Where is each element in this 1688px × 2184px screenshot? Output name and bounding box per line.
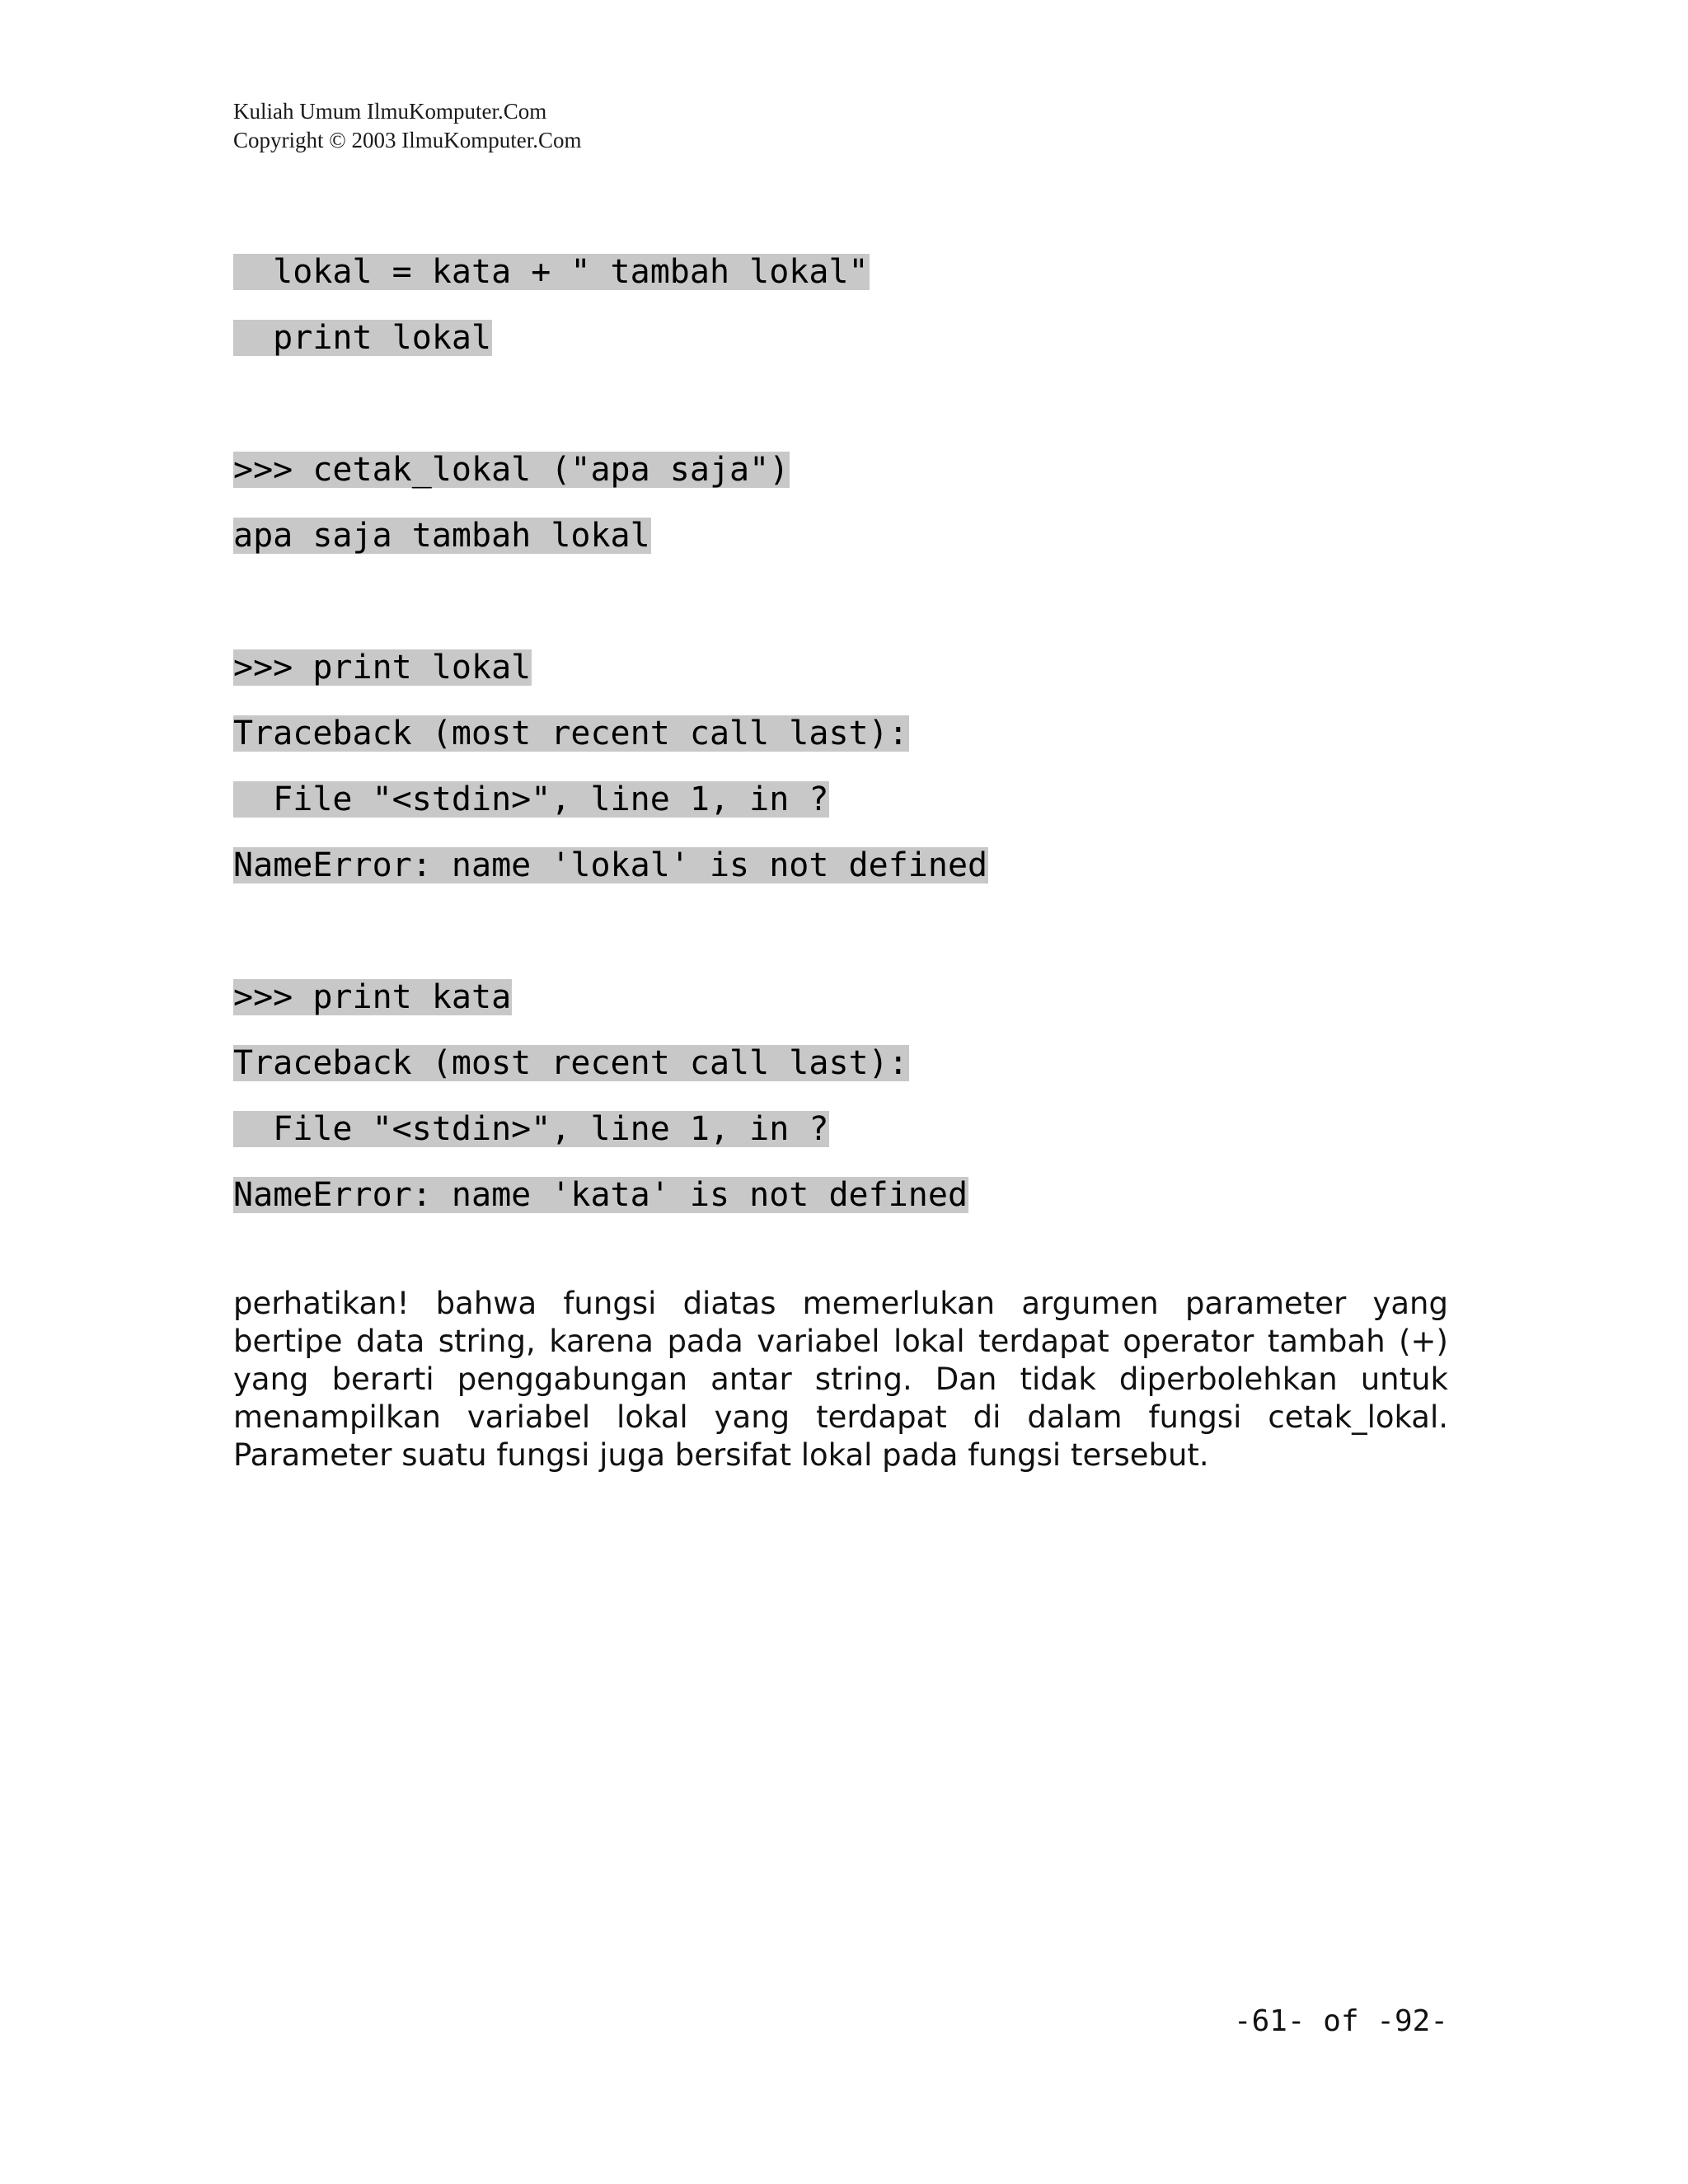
code-text: apa saja tambah lokal bbox=[233, 517, 650, 555]
code-blank-line bbox=[233, 583, 988, 649]
code-line bbox=[233, 1177, 988, 1243]
code-text: File "<stdin>", line 1, in ? bbox=[233, 1110, 829, 1148]
page-number: -61- of -92- bbox=[1233, 2004, 1448, 2038]
code-line bbox=[233, 452, 988, 518]
page-header bbox=[233, 97, 582, 155]
code-text: File "<stdin>", line 1, in ? bbox=[233, 780, 829, 818]
header-course-title: Kuliah Umum IlmuKomputer.Com bbox=[233, 99, 547, 124]
code-line bbox=[233, 781, 988, 847]
code-text: >>> print kata bbox=[233, 978, 512, 1016]
code-blank-line bbox=[233, 386, 988, 452]
code-text: NameError: name 'kata' is not defined bbox=[233, 1176, 968, 1214]
code-line bbox=[233, 979, 988, 1045]
code-line bbox=[233, 1045, 988, 1111]
code-text: lokal = kata + " tambah lokal" bbox=[233, 253, 869, 291]
code-block bbox=[233, 254, 988, 1243]
code-text: >>> cetak_lokal ("apa saja") bbox=[233, 451, 790, 489]
code-text: Traceback (most recent call last): bbox=[233, 1044, 908, 1082]
explanation-paragraph: perhatikan! bahwa fungsi diatas memerlukan argumen parameter yang bertipe data string, karena pada variabel lokal terdapat operator tambah (+) yang berarti penggabungan antar string. Dan tidak diperbolehkan untuk menampilkan variabel lokal yang terdapat di dalam fungsi cetak_lokal. Parameter suatu fungsi juga bersifat lokal pada fungsi tersebut. bbox=[233, 1286, 1448, 1473]
code-text: print lokal bbox=[233, 319, 492, 357]
code-text: >>> print lokal bbox=[233, 649, 532, 687]
code-line bbox=[233, 1111, 988, 1177]
code-line bbox=[233, 715, 988, 781]
header-copyright: Copyright © 2003 IlmuKomputer.Com bbox=[233, 128, 582, 152]
code-line bbox=[233, 649, 988, 715]
code-text: Traceback (most recent call last): bbox=[233, 715, 908, 752]
code-line bbox=[233, 847, 988, 913]
code-line bbox=[233, 518, 988, 583]
code-line bbox=[233, 320, 988, 386]
code-blank-line bbox=[233, 913, 988, 979]
code-text: NameError: name 'lokal' is not defined bbox=[233, 846, 988, 884]
code-line bbox=[233, 254, 988, 320]
